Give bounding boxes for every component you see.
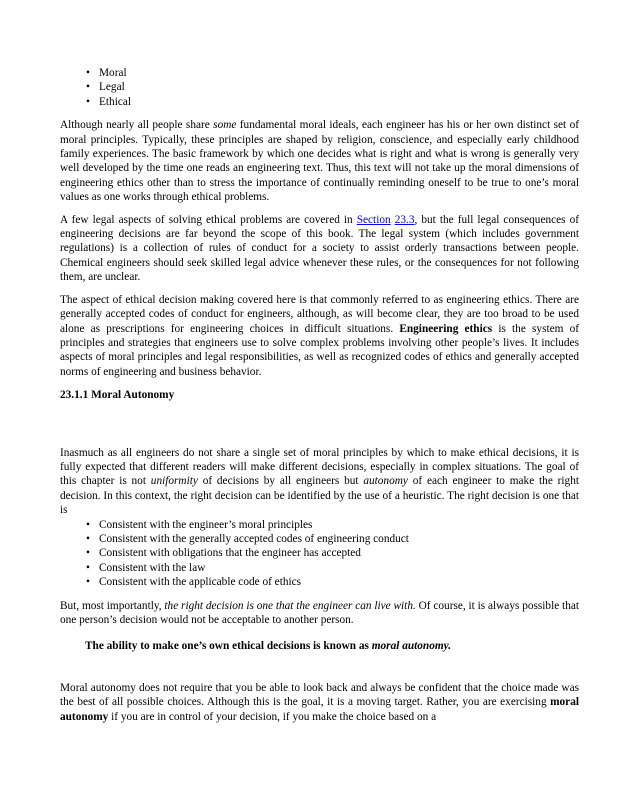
paragraph-moral-autonomy: Inasmuch as all engineers do not share a single set of moral principles by which to make ethical decisions, it is fully expected that different readers will make different decisions, especially in complex situations. The goal of this chapter is not uniformity of decisions by all engineers but autonomy of each engineer to make the right decision. In this context, the right decision can be identified by the use of a heuristic. The right decision is one that is (60, 446, 579, 517)
list-item: • Consistent with the law (99, 561, 579, 575)
list-item: • Consistent with the engineer’s moral principles (99, 518, 579, 532)
list-item: • Ethical (99, 95, 579, 109)
intro-bullet-list (60, 66, 579, 109)
section-number-link[interactable]: 23.3 (394, 213, 415, 226)
list-item: • Legal (99, 80, 579, 94)
paragraph-legal-aspects: A few legal aspects of solving ethical problems are covered in Section 23.3, but the full legal consequences of engineering decisions are far beyond the scope of this book. The legal system (which includes government regulations) is a collection of rules of conduct for a society to assist orderly transactions between people. Chemical engineers should seek skilled legal advice whenever these rules, or the consequences for not following them, are unclear. (60, 213, 579, 284)
term-moral-autonomy: moral autonomy (60, 696, 579, 723)
list-item: • Consistent with obligations that the engineer has accepted (99, 546, 579, 560)
term-engineering-ethics: Engineering ethics (399, 322, 493, 335)
list-item: • Consistent with the generally accepted codes of engineering conduct (99, 532, 579, 546)
paragraph-moral-autonomy-explained: Moral autonomy does not require that you be able to look back and always be confident that the choice made was the best of all possible choices. Although this is the goal, it is a moving target. Rather, you are exercising moral autonomy if you are in control of your decision, if you make the choice based on a (60, 681, 579, 723)
callout-moral-autonomy: The ability to make one’s own ethical decisions is known as moral autonomy. (85, 640, 452, 653)
section-heading: 23.1.1 Moral Autonomy (60, 389, 175, 402)
document-page (60, 66, 579, 724)
paragraph-right-decision: But, most importantly, the right decision is one that the engineer can live with. Of course, it is always possible that one person’s decision would not be acceptable to another person. (60, 599, 579, 626)
decision-bullet-list (60, 518, 579, 590)
section-link[interactable]: Section (356, 213, 391, 226)
list-item: • Moral (99, 66, 579, 80)
paragraph-moral-principles: Although nearly all people share some fundamental moral ideals, each engineer has his or her own distinct set of moral principles. Typically, these principles are shaped by religion, conscience, and especially early childhood family experiences. The basic framework by which one decides what is right and what is wrong is generally very well developed by the time one reads an engineering text. Thus, this text will not take up the moral dimensions of engineering ethics other than to stress the importance of continually reminding oneself to be true to one’s moral values as one works through ethical problems. (60, 119, 579, 204)
paragraph-engineering-ethics: The aspect of ethical decision making covered here is that commonly referred to as engineering ethics. There are generally accepted codes of conduct for engineers, although, as will become clear, they are too broad to be used alone as prescriptions for engineering choices in difficult situations. Engineering ethics is the system of principles and strategies that engineers use to solve complex problems involving other people’s lives. It includes aspects of moral principles and legal responsibilities, as well as recognized codes of ethics and generally accepted norms of engineering and business behavior. (60, 293, 579, 378)
list-item: • Consistent with the applicable code of ethics (99, 575, 579, 589)
